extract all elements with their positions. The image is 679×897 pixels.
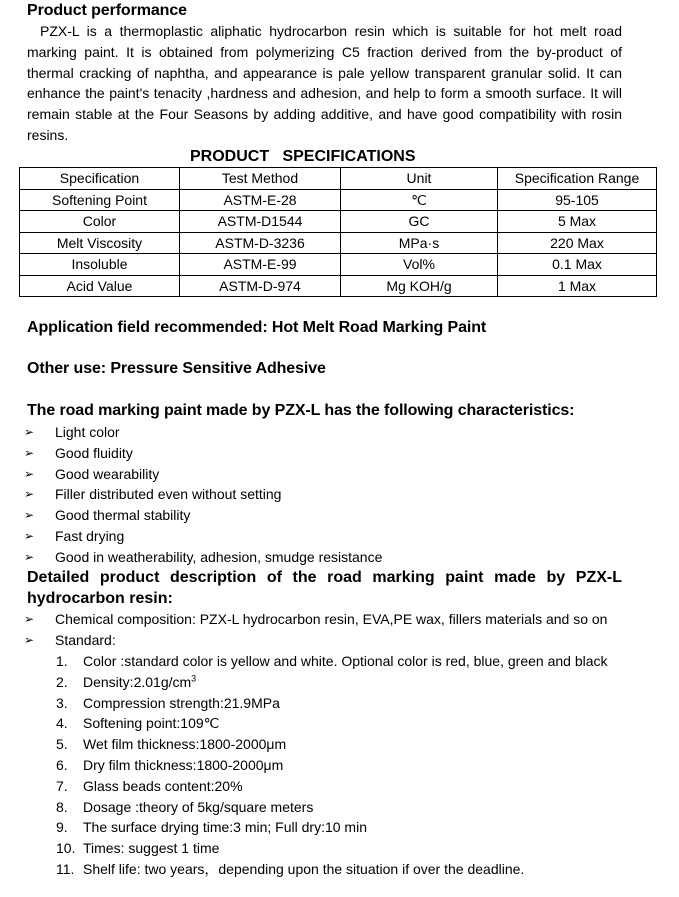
table-row [20,254,657,276]
table-header-cell: Unit [341,168,498,190]
arrow-bullet-icon: ➢ [24,466,35,481]
table-row [20,232,657,254]
list-item-text: The surface drying time:3 min; Full dry:10 min [83,819,367,836]
arrow-bullet-icon: ➢ [24,445,35,460]
superscript: 3 [191,673,197,684]
arrow-bullet-icon: ➢ [24,508,35,523]
list-item-text: Dry film thickness:1800-2000μm [83,756,284,773]
arrow-bullet-icon: ➢ [24,632,35,647]
item-number: 10. [56,840,76,857]
table-header-cell: Specification Range [498,168,657,190]
arrow-bullet-icon: ➢ [24,612,35,626]
list-item-text: Good wearability [55,465,160,482]
application-field: Application field recommended: Hot Melt Road Marking Paint [27,319,487,336]
table-cell: Mg KOH/g [341,275,498,297]
list-item-text: Shelf life: two years，depending upon the situation if over the deadline. [83,860,525,877]
table-cell: GC [341,211,498,233]
table-cell: ASTM-D1544 [180,211,341,233]
table-cell: ASTM-E-28 [180,189,341,211]
list-item-text: Compression strength:21.9MPa [83,694,280,711]
specifications-table [19,167,657,297]
table-header-row [20,168,657,190]
list-item-text: Filler distributed even without setting [55,486,282,503]
table-row [20,189,657,211]
list-item-text: Times: suggest 1 time [83,840,220,857]
density-text: Density:2.01g/cm [83,673,192,690]
list-item-text: Dosage :theory of 5kg/square meters [83,798,314,815]
list-item-text: Chemical composition: PZX-L hydrocarbon resin, EVA,PE wax, fillers materials and so on [55,611,608,627]
table-cell: ASTM-E-99 [180,254,341,276]
table-cell: Vol% [341,254,498,276]
item-number: 8. [56,798,68,815]
table-cell: ASTM-D-974 [180,275,341,297]
detail-title: Detailed product description of the road marking paint made by PZX-L hydrocarbon resin: [27,569,622,607]
table-cell: Insoluble [20,254,180,276]
arrow-bullet-icon: ➢ [24,487,35,502]
list-item-text: Softening point:109℃ [83,715,220,732]
item-number: 7. [56,777,68,794]
list-item-text: Good thermal stability [55,507,191,524]
table-cell: Softening Point [20,189,180,211]
arrow-bullet-icon: ➢ [24,528,35,543]
item-number: 2. [56,673,68,690]
characteristics-title: The road marking paint made by PZX-L has the following characteristics: [27,402,575,419]
table-cell: 1 Max [498,275,657,297]
list-item-text: Fast drying [55,527,125,544]
table-cell: Acid Value [20,275,180,297]
table-row [20,211,657,233]
table-cell: 0.1 Max [498,254,657,276]
table-cell: 5 Max [498,211,657,233]
performance-paragraph [27,21,622,146]
list-item-text: Wet film thickness:1800-2000μm [83,736,287,753]
other-use: Other use: Pressure Sensitive Adhesive [27,360,326,377]
arrow-bullet-icon: ➢ [24,425,35,439]
specifications-title-text: PRODUCT SPECIFICATIONS [190,148,416,165]
table-cell: ASTM-D-3236 [180,232,341,254]
section-title-product-performance: Product performance [27,2,187,19]
list-item-text: Glass beads content:20% [83,777,243,794]
table-cell: ℃ [341,189,498,211]
list-item-text [83,672,196,693]
performance-text: PZX-L is a thermoplastic aliphatic hydrocarbon resin which is suitable for hot melt road marking paint. It is obtained from polymerizing C5 fraction derived from the by-product of thermal cracking of naphtha, and appearance is pale yellow transparent granular solid. It can enhance the paint's tenacity ,hardness and adhesion, and help to form a smooth surface. It will remain stable at the Four Seasons by adding additive, and have good compatibility with rosin resins. [27,23,622,143]
table-header-cell: Specification [20,168,180,190]
item-number: 9. [56,819,68,836]
list-item-text: Good in weatherability, adhesion, smudge resistance [55,548,383,565]
table-header-cell: Test Method [180,168,341,190]
table-cell: 220 Max [498,232,657,254]
list-item-text: Good fluidity [55,444,133,461]
item-number: 5. [56,736,68,753]
item-number: 4. [56,715,68,732]
item-number: 1. [56,653,68,669]
table-cell: MPa·s [341,232,498,254]
list-item-text: Color :standard color is yellow and white. Optional color is red, blue, green and black [83,653,608,669]
list-item-text: Light color [55,424,120,440]
item-number: 6. [56,756,68,773]
table-row [20,275,657,297]
list-item-text: Standard: [55,631,116,648]
item-number: 11. [56,860,75,877]
arrow-bullet-icon: ➢ [24,549,35,564]
table-cell: 95-105 [498,189,657,211]
item-number: 3. [56,694,68,711]
table-cell: Color [20,211,180,233]
table-cell: Melt Viscosity [20,232,180,254]
